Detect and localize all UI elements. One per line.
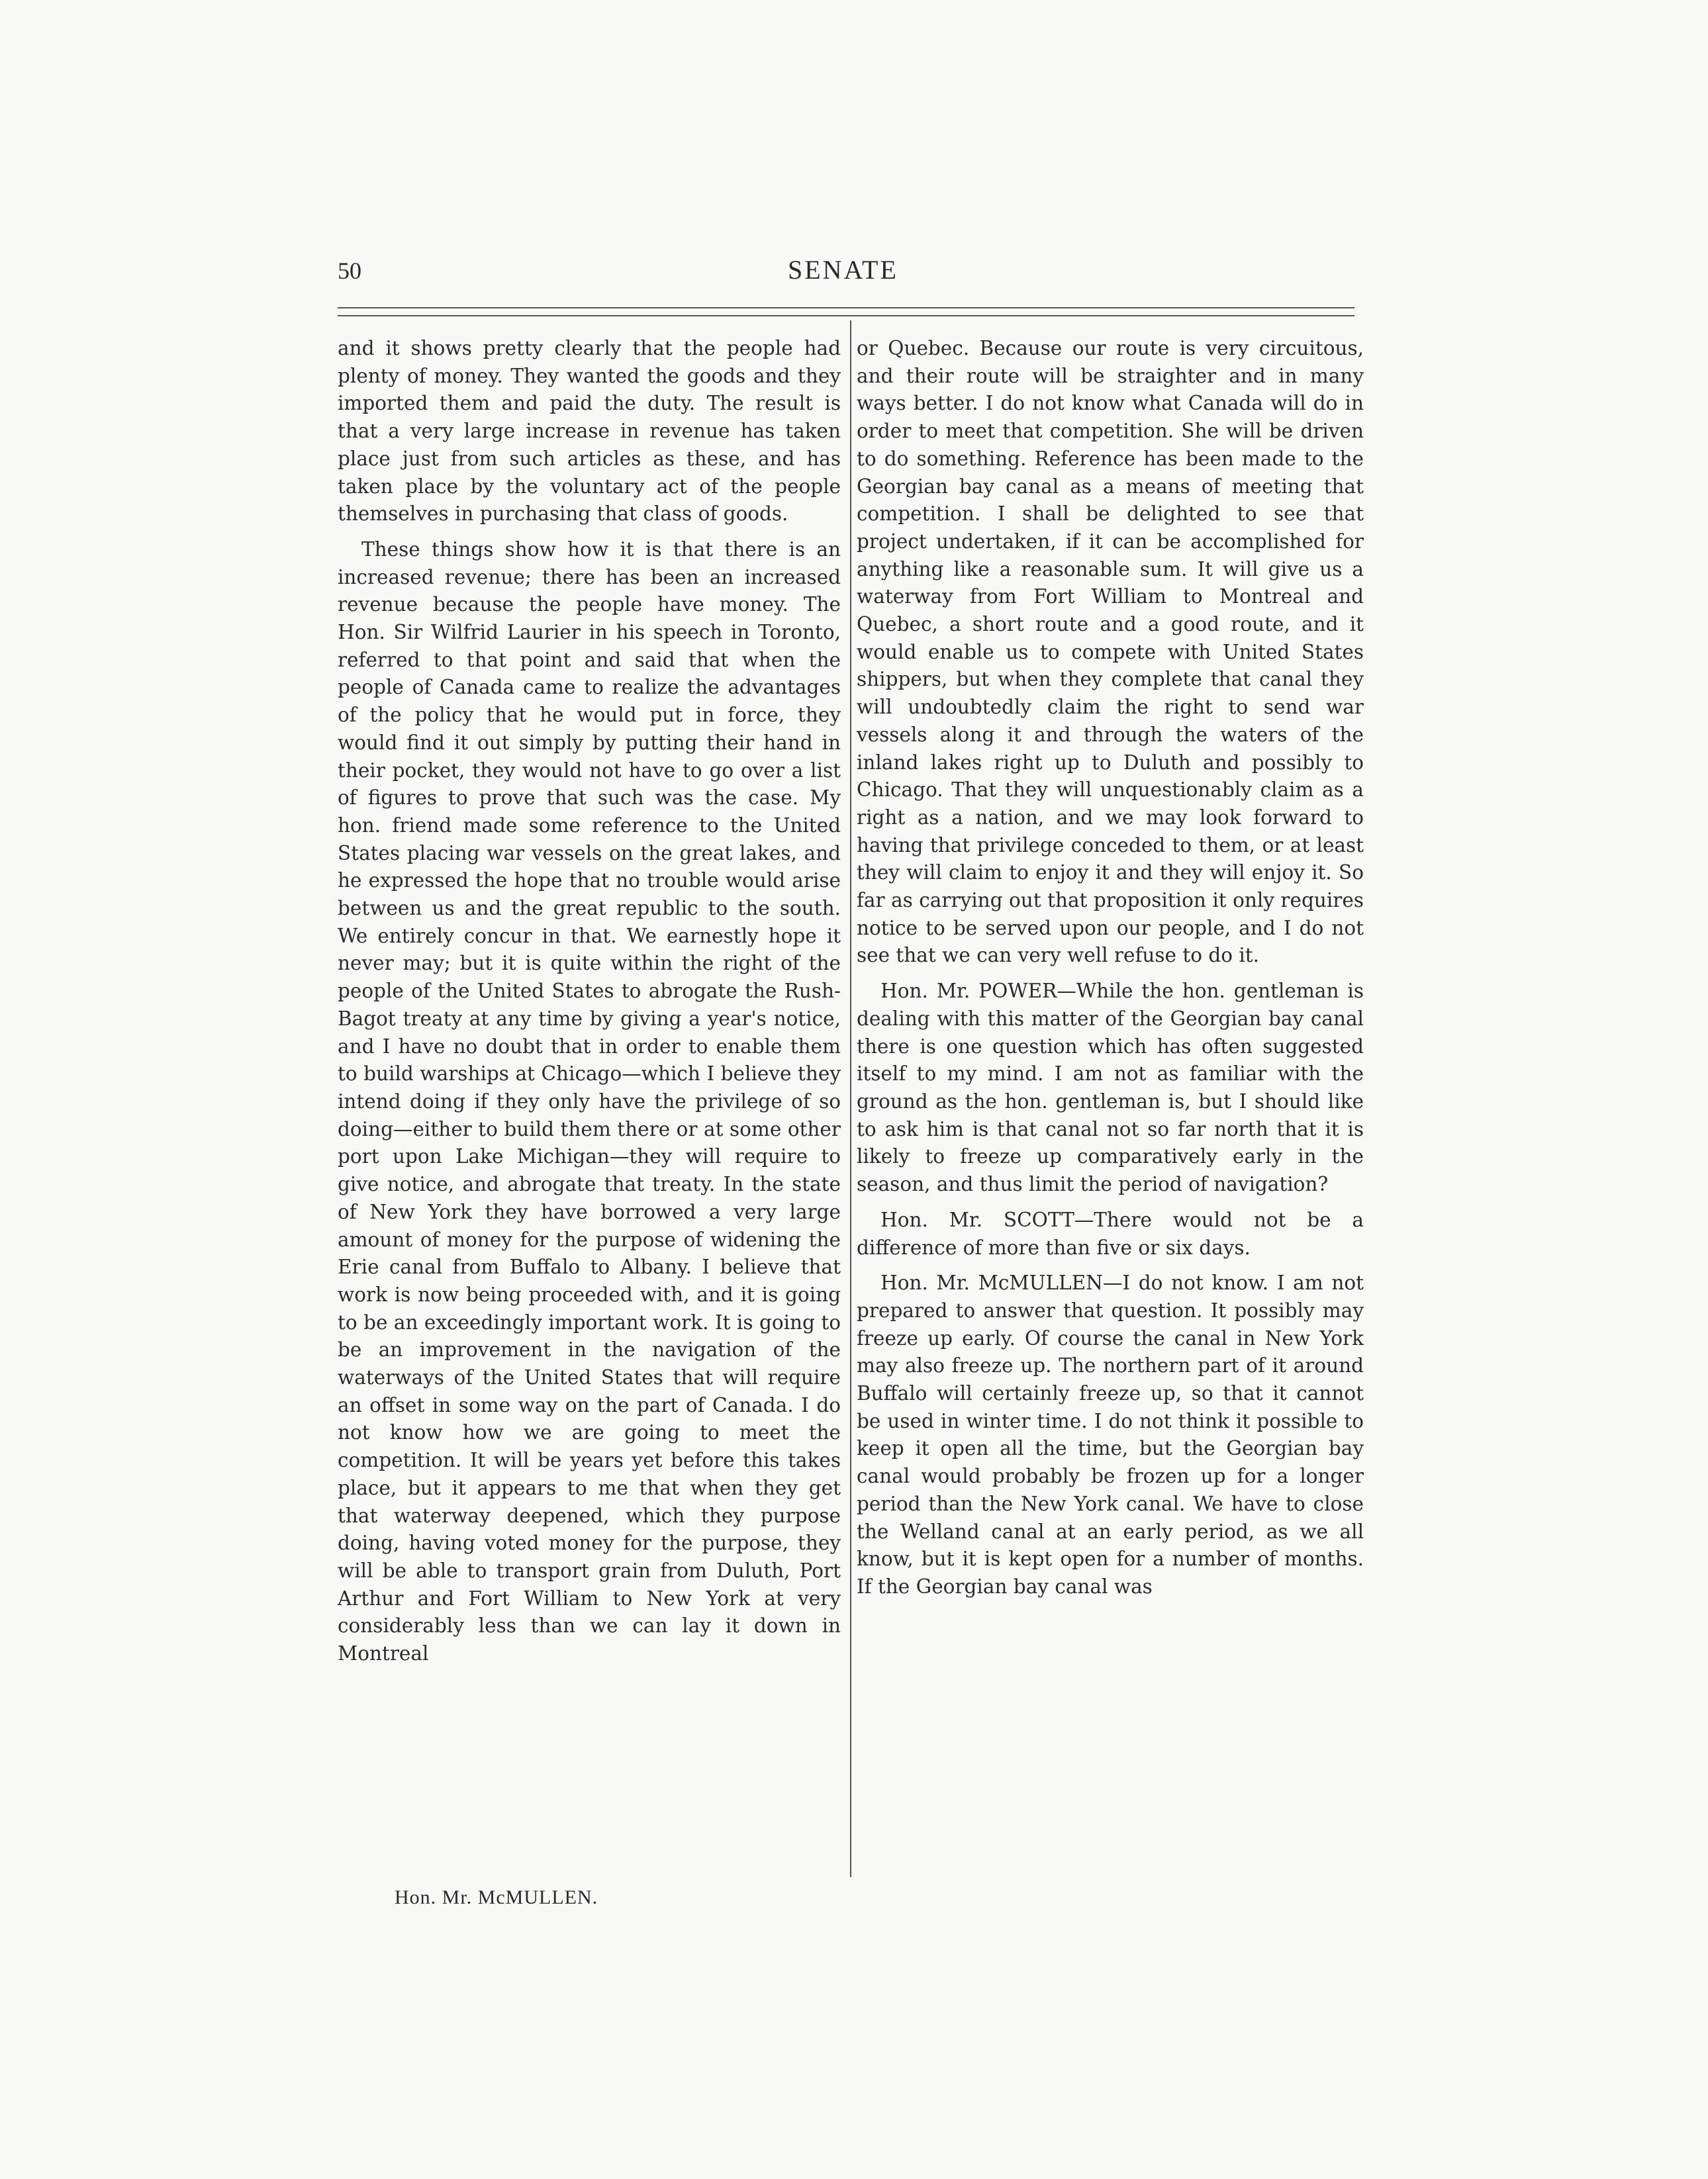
header-rule [338,307,1354,308]
paragraph: Hon. Mr. POWER—While the hon. gentleman is dealing with this matter of the Georgian bay canal there is one question which has often suggested itself to my mind. I am not as familiar with the ground as the hon. gentleman is, but I should like to ask him is that canal not so far north that it is likely to freeze up comparatively early in the season, and thus limit the period of navigation? [857,980,1364,1196]
paragraph: Hon. Mr. McMULLEN—I do not know. I am not prepared to answer that question. It possibly may freeze up early. Of course the canal in New York may also freeze up. The northern part of it around Buffalo will certainly freeze up, so that it cannot be used in winter time. I do not think it possible to keep it open all the time, but the Georgian bay canal would probably be frozen up for a longer period than the New York canal. We have to close the Welland canal at an early period, as we all know, but it is kept open for a number of months. If the Georgian bay canal was [857,1272,1364,1598]
left-column [338,335,841,1668]
footer-speaker: Hon. Mr. McMULLEN. [395,1886,598,1908]
header-rule [338,315,1354,316]
column-divider [850,320,851,1877]
paragraph: or Quebec. Because our route is very circuitous, and their route will be straighter and in many ways better. I do not know what Canada will do in order to meet that competition. She will be driven to do something. Reference has been made to the Georgian bay canal as a means of meeting that competition. I shall be delighted to see that project undertaken, if it can be accomplished for anything like a reasonable sum. It will give us a waterway from Fort William to Montreal and Quebec, a short route and a good route, and it would enable us to compete with United States shippers, but when they complete that canal they will undoubtedly claim the right to send war vessels along it and through the waters of the inland lakes right up to Duluth and possibly to Chicago. That they will unquestionably claim as a right as a nation, and we may look forward to having that privilege conceded to them, or at least they will claim to enjoy it and they will enjoy it. So far as carrying out that proposition it only requires notice to be served upon our people, and I do not see that we can very well refuse to do it. [857,337,1364,967]
running-head: SENATE [788,255,898,285]
paragraph: and it shows pretty clearly that the people had plenty of money. They wanted the goods and they imported them and paid the duty. The result is that a very large increase in revenue has taken place just from such articles as these, and has taken place by the voluntary act of the people themselves in purchasing that class of goods. [338,337,841,526]
paragraph: Hon. Mr. SCOTT—There would not be a difference of more than five or six days. [857,1208,1364,1259]
paragraph: These things show how it is that there is an increased revenue; there has been an increased revenue because the people have money. The Hon. Sir Wilfrid Laurier in his speech in Toronto, referred to that point and said that when the people of Canada came to realize the advantages of the policy that he would put in force, they would find it out simply by putting their hand in their pocket, they would not have to go over a list of figures to prove that such was the case. My hon. friend made some reference to the United States placing war vessels on the great lakes, and he expressed the hope that no trouble would arise between us and the great republic to the south. We entirely concur in that. We earnestly hope it never may; but it is quite within the right of the people of the United States to abrogate the Rush-Bagot treaty at any time by giving a year's notice, and I have no doubt that in order to enable them to build warships at Chicago—which I believe they intend doing if they only have the privilege of so doing—either to build them there or at some other port upon Lake Michigan—they will require to give notice, and abrogate that treaty. In the state of New York they have borrowed a very large amount of money for the purpose of widening the Erie canal from Buffalo to Albany. I believe that work is now being proceeded with, and it is going to be an exceedingly important work. It is going to be an improvement in the navigation of the waterways of the United States that will require an offset in some way on the part of Canada. I do not know how we are going to meet the competition. It will be years yet before this takes place, but it appears to me that when they get that waterway deepened, which they purpose doing, having voted money for the purpose, they will be able to transport grain from Duluth, Port Arthur and Fort William to New York at very considerably less than we can lay it down in Montreal [338,537,841,1665]
right-column [857,335,1364,1601]
page-number: 50 [338,257,361,284]
